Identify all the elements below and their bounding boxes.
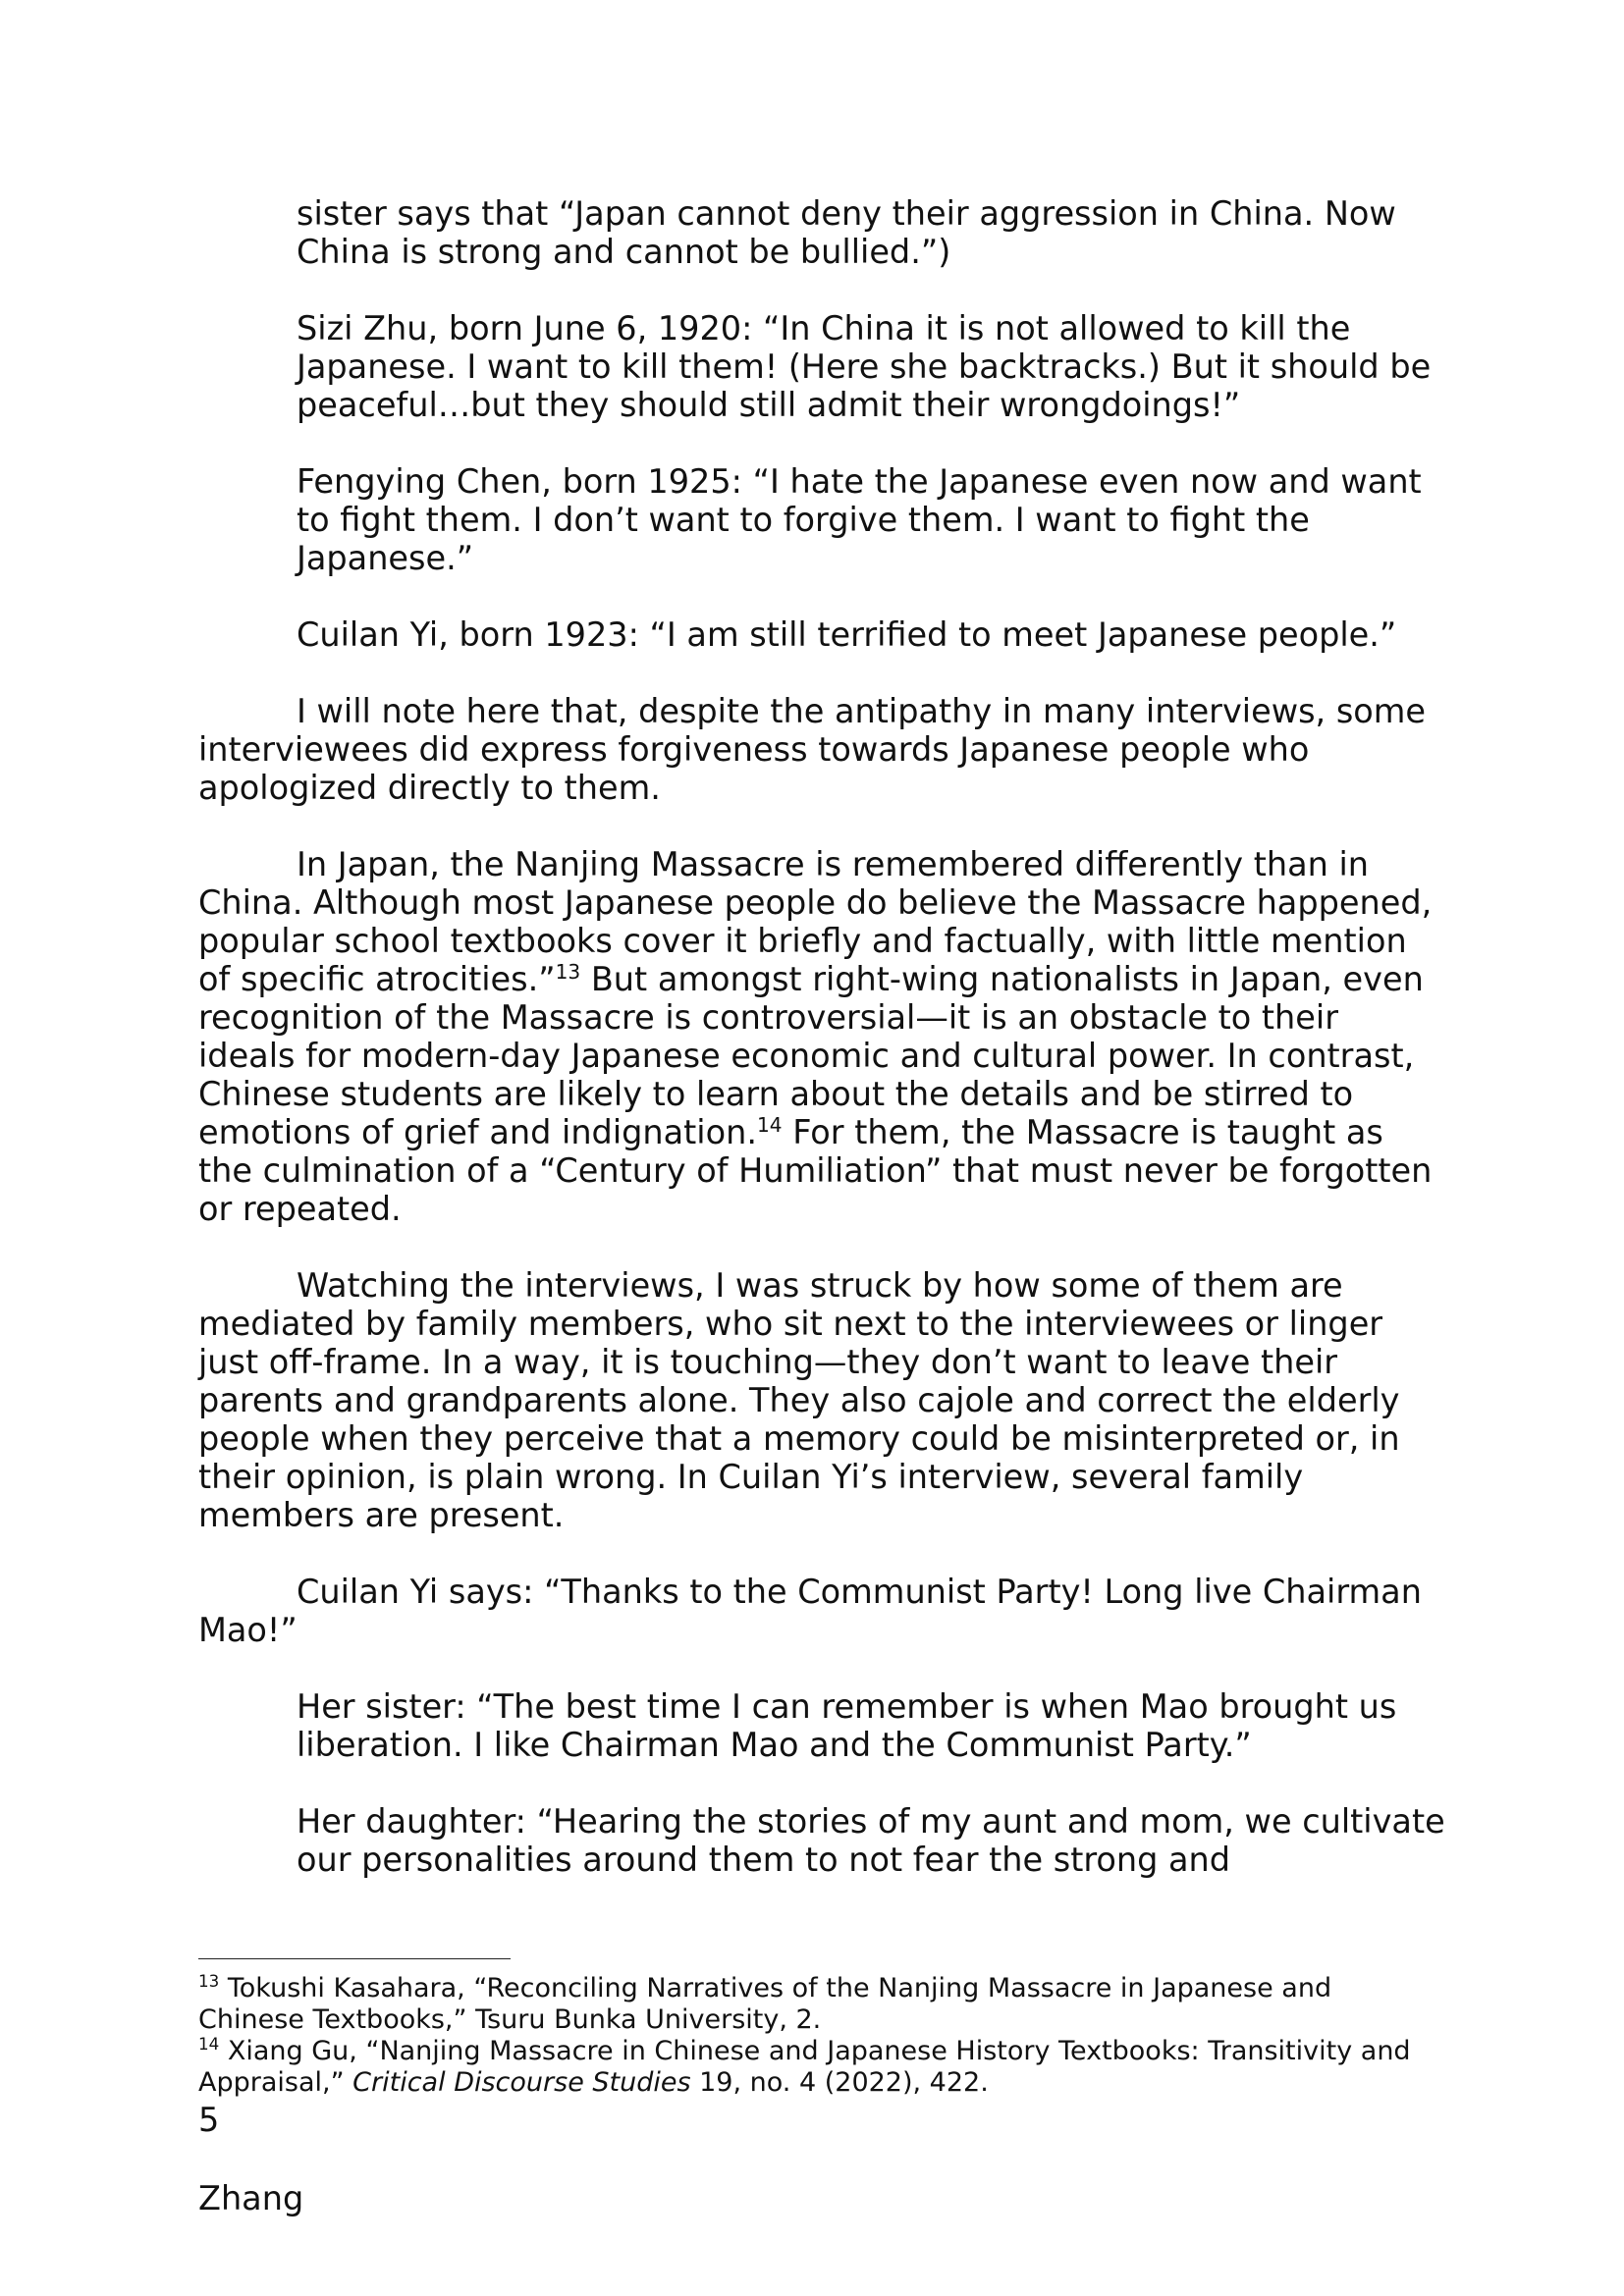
- paragraph-text: In Japan, the Nanjing Massacre is remembered differently than in China. Although most Japanese people do believe the Massacre happened, popular school textbooks cover it briefly and factually, with little mention of specific atrocities.”: [198, 845, 1433, 998]
- footnote-reference[interactable]: 14: [756, 1112, 783, 1137]
- running-head-author: Zhang: [198, 2179, 304, 2217]
- footnote: [198, 2036, 1445, 2099]
- footnote-text: 19, no. 4 (2022), 422.: [690, 2067, 989, 2098]
- footnote-number: 14: [198, 2034, 220, 2054]
- body-paragraph: [198, 845, 1445, 1228]
- block-quote: sister says that “Japan cannot deny their aggression in China. Now China is strong and cannot be bullied.”): [297, 194, 1396, 271]
- block-quote: Her daughter: “Hearing the stories of my aunt and mom, we cultivate our personalities around them to not fear the strong and: [297, 1802, 1445, 1879]
- paragraph-text: But amongst right-wing nationalists in Japan, even recognition of the Massacre is controversial—it is an obstacle to their ideals for modern-day Japanese economic and cultural power. In contrast, Chinese students are likely to learn about the details and be stirred to emotions of grief and indignation.: [198, 960, 1424, 1151]
- document-body: [198, 194, 1445, 1879]
- footnotes-section: [198, 1958, 1445, 2099]
- footnote-reference[interactable]: 13: [555, 959, 581, 984]
- footnote-text: Tokushi Kasahara, “Reconciling Narratives of the Nanjing Massacre in Japanese and Chinese Textbooks,” Tsuru Bunka University, 2.: [198, 1973, 1332, 2035]
- block-quote: Her sister: “The best time I can remember is when Mao brought us liberation. I like Chairman Mao and the Communist Party.”: [297, 1687, 1397, 1764]
- body-paragraph: Cuilan Yi says: “Thanks to the Communist Party! Long live Chairman Mao!”: [198, 1573, 1422, 1649]
- block-quote: Cuilan Yi, born 1923: “I am still terrified to meet Japanese people.”: [297, 615, 1397, 654]
- footnote: [198, 1973, 1445, 2036]
- journal-title: Critical Discourse Studies: [352, 2067, 691, 2098]
- page-number: 5: [198, 2101, 220, 2139]
- block-quote: Fengying Chen, born 1925: “I hate the Japanese even now and want to fight them. I don’t want to forgive them. I want to fight the Japanese.”: [297, 462, 1422, 577]
- footnote-number: 13: [198, 1971, 220, 1991]
- footnote-text: Xiang Gu, “Nanjing Massacre in Chinese and Japanese History Textbooks: Transitivity and Appraisal,”: [198, 2036, 1411, 2098]
- block-quote: Sizi Zhu, born June 6, 1920: “In China it is not allowed to kill the Japanese. I want to kill them! (Here she backtracks.) But it should be peaceful…but they should still admit their wrongdoings!”: [297, 309, 1432, 424]
- body-paragraph: I will note here that, despite the antipathy in many interviews, some interviewees did express forgiveness towards Japanese people who apologized directly to them.: [198, 692, 1427, 807]
- body-paragraph: Watching the interviews, I was struck by how some of them are mediated by family members, who sit next to the interviewees or linger just off-frame. In a way, it is touching—they don’t want to leave their parents and grandparents alone. They also cajole and correct the elderly people when they perceive that a memory could be misinterpreted or, in their opinion, is plain wrong. In Cuilan Yi’s interview, several family members are present.: [198, 1266, 1400, 1534]
- paragraph-text: For them, the Massacre is taught as the culmination of a “Century of Humiliation” that must never be forgotten or repeated.: [198, 1113, 1433, 1228]
- footnote-separator: [198, 1958, 511, 1959]
